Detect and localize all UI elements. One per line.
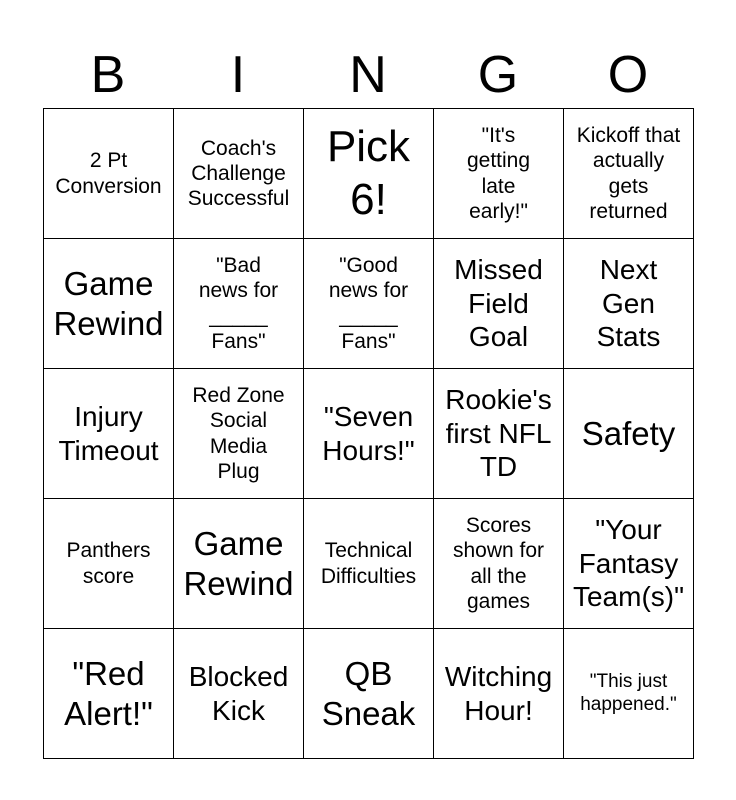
board-row xyxy=(44,629,694,759)
bingo-cell[interactable]: QB Sneak xyxy=(304,629,434,759)
board-row xyxy=(44,369,694,499)
bingo-cell[interactable]: "Your Fantasy Team(s)" xyxy=(564,499,694,629)
bingo-cell[interactable]: "Red Alert!" xyxy=(44,629,174,759)
bingo-cell[interactable]: Rookie's first NFL TD xyxy=(434,369,564,499)
bingo-cell[interactable]: Red Zone Social Media Plug xyxy=(174,369,304,499)
bingo-cell[interactable]: Pick 6! xyxy=(304,109,434,239)
bingo-cell[interactable]: 2 Pt Conversion xyxy=(44,109,174,239)
bingo-cell[interactable]: Panthers score xyxy=(44,499,174,629)
board-row xyxy=(44,499,694,629)
bingo-cell[interactable]: Game Rewind xyxy=(174,499,304,629)
bingo-cell[interactable]: Coach's Challenge Successful xyxy=(174,109,304,239)
bingo-header xyxy=(43,44,693,106)
bingo-cell[interactable]: Technical Difficulties xyxy=(304,499,434,629)
header-letter-i: I xyxy=(230,46,246,104)
bingo-cell[interactable]: Blocked Kick xyxy=(174,629,304,759)
bingo-cell[interactable]: Missed Field Goal xyxy=(434,239,564,369)
bingo-cell[interactable]: "This just happened." xyxy=(564,629,694,759)
board-row xyxy=(44,109,694,239)
bingo-cell[interactable]: Witching Hour! xyxy=(434,629,564,759)
bingo-cell[interactable]: Safety xyxy=(564,369,694,499)
header-letter-n: N xyxy=(349,46,387,104)
bingo-cell[interactable]: Kickoff that actually gets returned xyxy=(564,109,694,239)
bingo-cell[interactable]: "It's getting late early!" xyxy=(434,109,564,239)
bingo-cell[interactable]: Injury Timeout xyxy=(44,369,174,499)
header-letter-g: G xyxy=(477,46,519,104)
bingo-cell[interactable]: "Good news for _____ Fans" xyxy=(304,239,434,369)
bingo-cell[interactable]: Next Gen Stats xyxy=(564,239,694,369)
board-row xyxy=(44,239,694,369)
bingo-cell[interactable]: Game Rewind xyxy=(44,239,174,369)
header-letter-b: B xyxy=(90,46,126,104)
bingo-cell[interactable]: Scores shown for all the games xyxy=(434,499,564,629)
bingo-cell[interactable]: "Seven Hours!" xyxy=(304,369,434,499)
bingo-cell[interactable]: "Bad news for _____ Fans" xyxy=(174,239,304,369)
header-letter-o: O xyxy=(607,46,649,104)
bingo-board xyxy=(43,108,694,759)
